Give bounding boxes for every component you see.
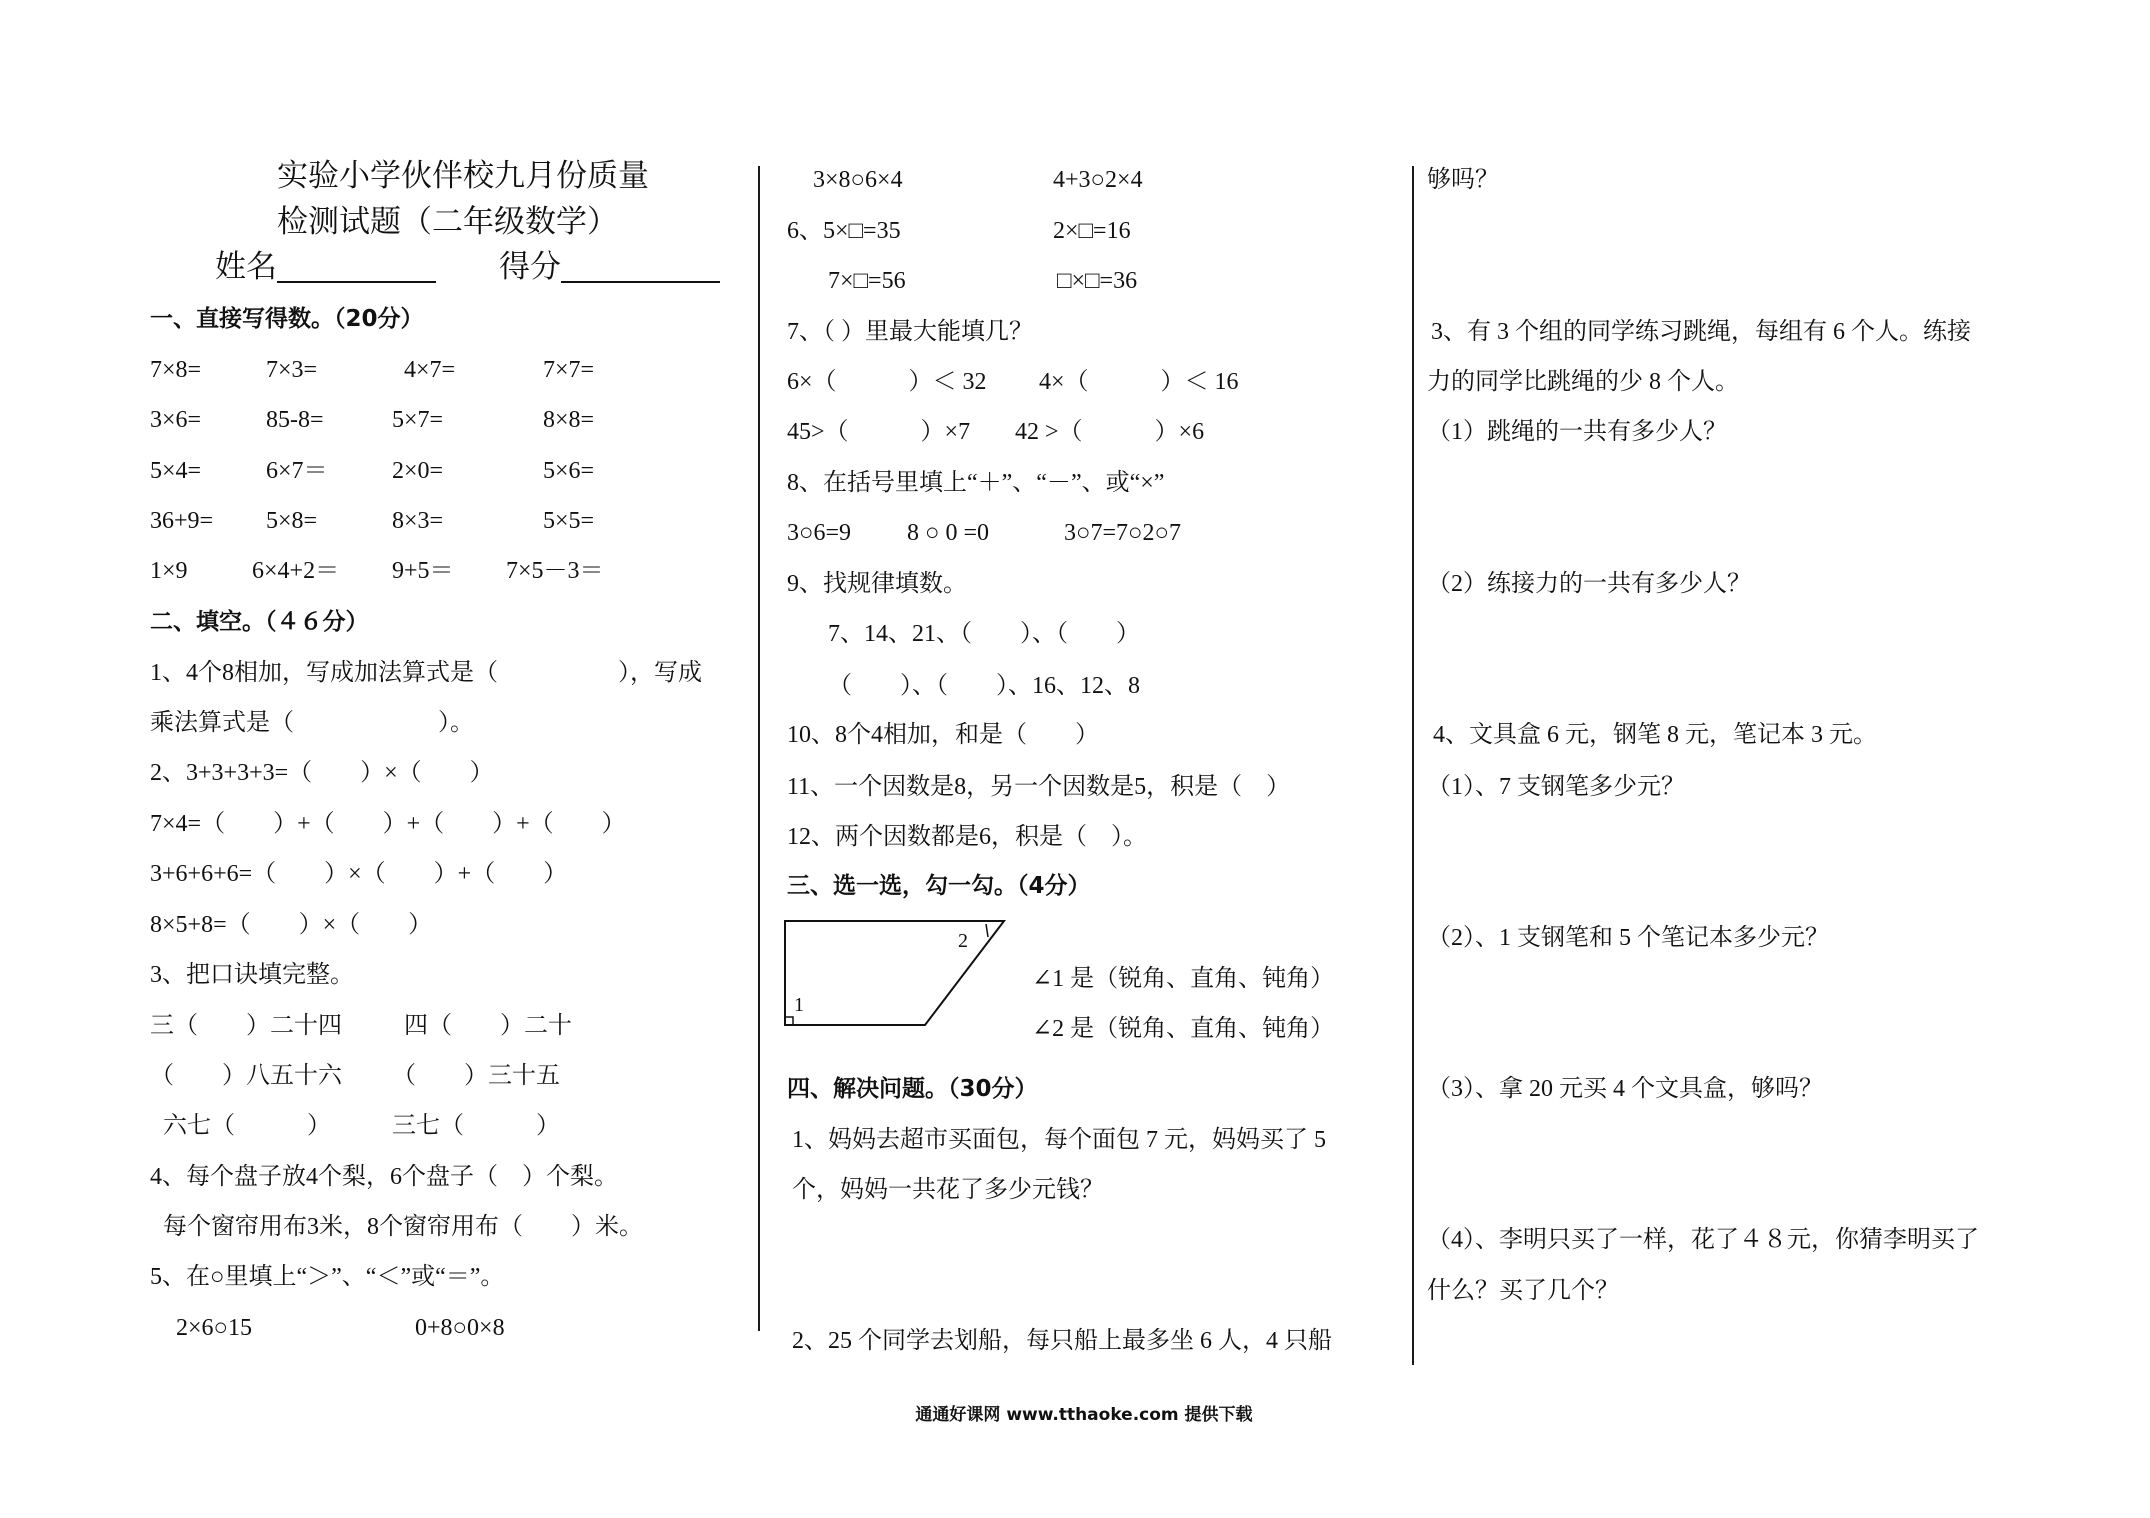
compare-item: 2×6○15 [176,1315,253,1341]
column-divider-left [758,166,760,1331]
calc-item: 7×7= [543,357,595,383]
calc-item: 5×5= [543,508,595,534]
question-line: 每个窗帘用布3米，8个窗帘用布（ ）米。 [163,1214,643,1240]
name-field [215,251,436,283]
question-line: 乘法算式是（ ）。 [150,710,474,736]
angle-label-1: 1 [794,994,804,1016]
calc-item: 1×9 [150,558,188,584]
pattern-item: （ ）、（ ）、16、12、8 [828,673,1140,699]
problem-line: 2、25 个同学去划船，每只船上最多坐 6 人，4 只船 [792,1328,1332,1354]
score-field [499,251,720,283]
rhyme-item: 六七（ ） [163,1113,331,1139]
calc-item: 7×3= [266,357,318,383]
calc-item: 5×7= [392,407,444,433]
rhyme-item: 三（ ）二十四 [150,1013,342,1039]
section-heading: 一、直接写得数。（20分） [150,306,424,332]
problem-line: 什么？买了几个？ [1427,1278,1619,1304]
problem-line: （3）、拿 20 元买 4 个文具盒，够吗？ [1427,1076,1823,1102]
problem-line: （2）练接力的一共有多少人？ [1427,571,1751,597]
question-line: 12、两个因数都是6，积是（ ）。 [787,824,1147,850]
right-angle-marker [785,1017,793,1025]
calc-item: 5×4= [150,458,202,484]
name-label: 姓名 [215,249,277,285]
problem-line: 够吗？ [1427,167,1499,193]
calc-item: 4×7= [404,357,456,383]
operator-item: 3○6=9 [787,520,852,546]
problem-line: （1）跳绳的一共有多少人？ [1427,419,1727,445]
angle-figure [780,915,1015,1033]
question-line: 7、（ ）里最大能填几？ [787,319,1033,345]
operator-item: 8 ○ 0 =0 [907,520,990,546]
calc-item: 3×6= [150,407,202,433]
exam-title-line2: 检测试题（二年级数学） [277,204,618,240]
section-heading: 三、选一选，勾一勾。（4分） [787,873,1091,899]
rhyme-item: 三七（ ） [392,1113,560,1139]
name-blank-line [277,251,436,283]
question-line: 7×4=（ ）+（ ）+（ ）+（ ） [150,811,626,837]
compare-item: 0+8○0×8 [415,1315,505,1341]
problem-line: （4）、李明只买了一样，花了４８元，你猜李明买了 [1427,1227,1979,1253]
fill-box-item: 2×□=16 [1053,218,1131,244]
question-line: 1、4个8相加，写成加法算式是（ ），写成 [150,660,702,686]
problem-line: 3、有 3 个组的同学练习跳绳，每组有 6 个人。练接 [1431,319,1971,345]
problem-line: 4、文具盒 6 元，钢笔 8 元，笔记本 3 元。 [1433,722,1877,748]
column-divider-right [1412,166,1414,1365]
question-line: 8×5+8=（ ）×（ ） [150,912,433,938]
question-line: 5、在○里填上“＞”、“＜”或“＝”。 [150,1264,505,1290]
problem-line: （2）、1 支钢笔和 5 个笔记本多少元？ [1427,925,1829,951]
question-line: 4、每个盘子放4个梨，6个盘子（ ）个梨。 [150,1164,618,1190]
quadrilateral-shape [785,921,1004,1025]
fill-box-item: □×□=36 [1057,268,1138,294]
calc-item: 8×3= [392,508,444,534]
question-line: 10、8个4相加，和是（ ） [787,722,1099,748]
problem-line: 个，妈妈一共花了多少元钱？ [792,1177,1104,1203]
question-line: 3、把口诀填完整。 [150,962,354,988]
compare-item: 4+3○2×4 [1053,167,1143,193]
section-heading: 二、填空。（４６分） [150,609,369,635]
inequality-item: 42 >（ ）×6 [1015,419,1205,445]
section-heading: 四、解决问题。（30分） [787,1076,1038,1102]
pattern-item: 7、14、21、（ ）、（ ） [828,621,1140,647]
calc-item: 5×6= [543,458,595,484]
rhyme-item: （ ）八五十六 [150,1063,342,1089]
calc-item: 5×8= [266,508,318,534]
calc-item: 8×8= [543,407,595,433]
calc-item: 9+5＝ [392,558,454,584]
calc-item: 6×7＝ [266,458,328,484]
compare-item: 3×8○6×4 [813,167,903,193]
calc-item: 36+9= [150,508,214,534]
rhyme-item: （ ）三十五 [392,1063,560,1089]
fill-box-item: 7×□=56 [828,268,906,294]
calc-item: 7×8= [150,357,202,383]
source-footer: 通通好课网 www.tthaoke.com 提供下载 [915,1405,1253,1425]
question-line: 9、找规律填数。 [787,571,967,597]
fill-box-item: 6、5×□=35 [787,218,901,244]
angle-mark [986,924,988,937]
operator-item: 3○7=7○2○7 [1064,520,1182,546]
question-line: 8、在括号里填上“＋”、“－”、或“×” [787,470,1165,496]
question-line: 11、一个因数是8，另一个因数是5，积是（ ） [787,774,1291,800]
exam-title-line1: 实验小学伙伴校九月份质量 [277,158,649,194]
calc-item: 2×0= [392,458,444,484]
problem-line: （1）、7 支钢笔多少元？ [1427,774,1685,800]
calc-item: 6×4+2＝ [252,558,340,584]
angle-question: ∠1 是（锐角、直角、钝角） [1032,966,1335,992]
problem-line: 力的同学比跳绳的少 8 个人。 [1427,369,1739,395]
inequality-item: 6×（ ）＜ 32 [787,369,987,395]
score-label: 得分 [499,249,561,285]
score-blank-line [561,251,720,283]
question-line: 2、3+3+3+3=（ ）×（ ） [150,760,494,786]
rhyme-item: 四（ ）二十 [404,1013,572,1039]
problem-line: 1、妈妈去超市买面包，每个面包 7 元，妈妈买了 5 [792,1127,1326,1153]
angle-label-2: 2 [958,930,968,952]
inequality-item: 4×（ ）＜ 16 [1039,369,1239,395]
angle-question: ∠2 是（锐角、直角、钝角） [1032,1016,1335,1042]
inequality-item: 45>（ ）×7 [787,419,971,445]
calc-item: 85-8= [266,407,324,433]
calc-item: 7×5－3＝ [506,558,604,584]
question-line: 3+6+6+6=（ ）×（ ）+（ ） [150,861,568,887]
